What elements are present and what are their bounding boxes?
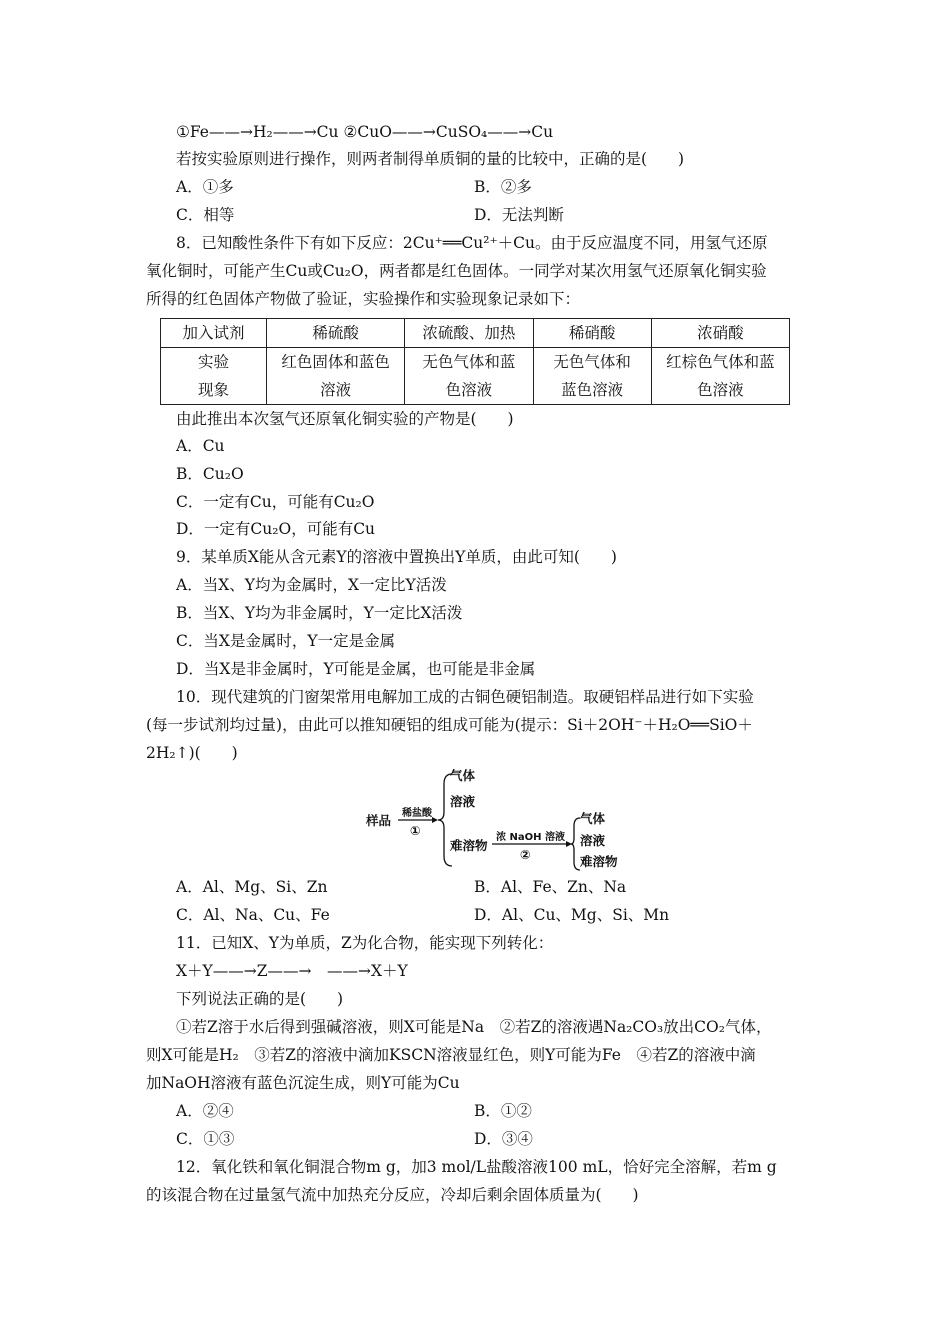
q7-option-c: C．相等 (176, 206, 235, 224)
table-cell (405, 348, 533, 405)
q11-option-b: B．①② (474, 1102, 532, 1120)
cell-line: 蓝色溶液 (561, 381, 624, 399)
q9-option-c: C．当X是金属时，Y一定是金属 (176, 632, 396, 650)
flow-gas-2: 气体 (580, 811, 606, 826)
q9-option-b: B．当X、Y均为非金属时，Y一定比X活泼 (176, 604, 463, 622)
q8-option-c: C．一定有Cu，可能有Cu₂O (176, 493, 375, 511)
experiment-flow-diagram (360, 768, 620, 872)
q7-stem: 若按实验原则进行操作，则两者制得单质铜的量的比较中，正确的是( ) (176, 150, 685, 168)
q12-stem-1: 12．氧化铁和氧化铜混合物m g，加3 mol/L盐酸溶液100 mL，恰好完全溶解，若m g (176, 1158, 777, 1176)
q9-option-d: D．当X是非金属时，Y可能是金属，也可能是非金属 (176, 660, 536, 678)
q8-stem-3: 所得的红色固体产物做了验证，实验操作和实验现象记录如下： (146, 290, 581, 308)
cell-line: 红色固体和蓝色 (281, 353, 390, 371)
experiment-table (160, 318, 790, 405)
q10-option-c: C．Al、Na、Cu、Fe (176, 906, 330, 924)
table-header-cell: 稀硝酸 (533, 319, 651, 348)
flow-solution-2: 溶液 (580, 833, 606, 848)
q7-option-b: B．②多 (474, 178, 532, 196)
q9-option-a: A．当X、Y均为金属时，X一定比Y活泼 (176, 576, 447, 594)
cell-line: 无色气体和蓝 (422, 353, 516, 371)
table-header-cell: 浓硝酸 (651, 319, 789, 348)
q10-option-b: B．Al、Fe、Zn、Na (474, 878, 627, 896)
q10-option-a: A．Al、Mg、Si、Zn (176, 878, 328, 896)
q11-option-a: A．②④ (176, 1102, 234, 1120)
table-header-cell: 加入试剂 (161, 319, 267, 348)
q11-question: 下列说法正确的是( ) (176, 990, 344, 1008)
q12-stem-2: 的该混合物在过量氢气流中加热充分反应，冷却后剩余固体质量为( ) (146, 1186, 639, 1204)
q11-statement-2: 则X可能是H₂ ③若Z的溶液中滴加KSCN溶液显红色，则Y可能为Fe ④若Z的溶液中滴 (146, 1046, 756, 1064)
table-row-label (161, 348, 267, 405)
flow-step-1: ① (410, 823, 421, 838)
q8-option-d: D．一定有Cu₂O，可能有Cu (176, 520, 376, 538)
table-header-cell: 浓硫酸、加热 (405, 319, 533, 348)
row-label-line: 现象 (197, 381, 229, 399)
flow-gas-1: 气体 (450, 768, 476, 783)
q11-option-d: D．③④ (474, 1130, 533, 1148)
flow-reagent-2: 浓 NaOH 溶液 (496, 832, 565, 843)
q10-stem-2: (每一步试剂均过量)，由此可以推知硬铝的组成可能为(提示：Si＋2OH⁻＋H₂O══SiO＋ (146, 716, 753, 734)
flow-reagent-1: 稀盐酸 (402, 808, 432, 819)
flow-solution-1: 溶液 (450, 794, 476, 809)
flow-step-2: ② (520, 847, 531, 862)
flow-insoluble-2: 难溶物 (580, 854, 618, 869)
table-cell (651, 348, 789, 405)
table-cell (533, 348, 651, 405)
q11-statement-3: 加NaOH溶液有蓝色沉淀生成，则Y可能为Cu (146, 1074, 460, 1092)
cell-line: 溶液 (320, 381, 352, 399)
row-label-line: 实验 (197, 353, 229, 371)
cell-line: 无色气体和 (553, 353, 631, 371)
cell-line: 色溶液 (697, 381, 744, 399)
q7-reaction-routes: ①Fe——→H₂——→Cu ②CuO——→CuSO₄——→Cu (176, 123, 554, 141)
q11-option-c: C．①③ (176, 1130, 235, 1148)
q8-stem-2: 氧化铜时，可能产生Cu或Cu₂O，两者都是红色固体。一同学对某次用氢气还原氧化铜实验 (146, 262, 767, 280)
q10-stem-3: 2H₂↑)( ) (146, 744, 238, 762)
q9-stem: 9．某单质X能从含元素Y的溶液中置换出Y单质，由此可知( ) (176, 548, 617, 566)
table-cell (267, 348, 405, 405)
table-row (161, 348, 790, 405)
q11-stem-1: 11．已知X、Y为单质，Z为化合物，能实现下列转化： (176, 934, 554, 952)
flow-insoluble: 难溶物 (450, 838, 488, 853)
q8-option-a: A．Cu (176, 437, 225, 455)
flow-sample: 样品 (366, 813, 392, 828)
q10-option-d: D．Al、Cu、Mg、Si、Mn (474, 906, 670, 924)
q8-stem-1: 8．已知酸性条件下有如下反应：2Cu⁺══Cu²⁺＋Cu。由于反应温度不同，用氢气还原 (176, 234, 768, 252)
table-header-cell: 稀硫酸 (267, 319, 405, 348)
q8-question: 由此推出本次氢气还原氧化铜实验的产物是( ) (176, 410, 514, 428)
cell-line: 色溶液 (445, 381, 493, 399)
q7-option-d: D．无法判断 (474, 206, 564, 224)
table-header-row (161, 319, 790, 348)
q11-statement-1: ①若Z溶于水后得到强碱溶液，则X可能是Na ②若Z的溶液遇Na₂CO₃放出CO₂气体， (176, 1018, 772, 1036)
cell-line: 红棕色气体和蓝 (666, 353, 775, 371)
q11-transformation: X＋Y——→Z——→ ——→X＋Y (176, 962, 408, 980)
q8-option-b: B．Cu₂O (176, 465, 244, 483)
q7-option-a: A．①多 (176, 178, 234, 196)
q10-stem-1: 10．现代建筑的门窗架常用电解加工成的古铜色硬铝制造。取硬铝样品进行如下实验 (176, 688, 754, 706)
